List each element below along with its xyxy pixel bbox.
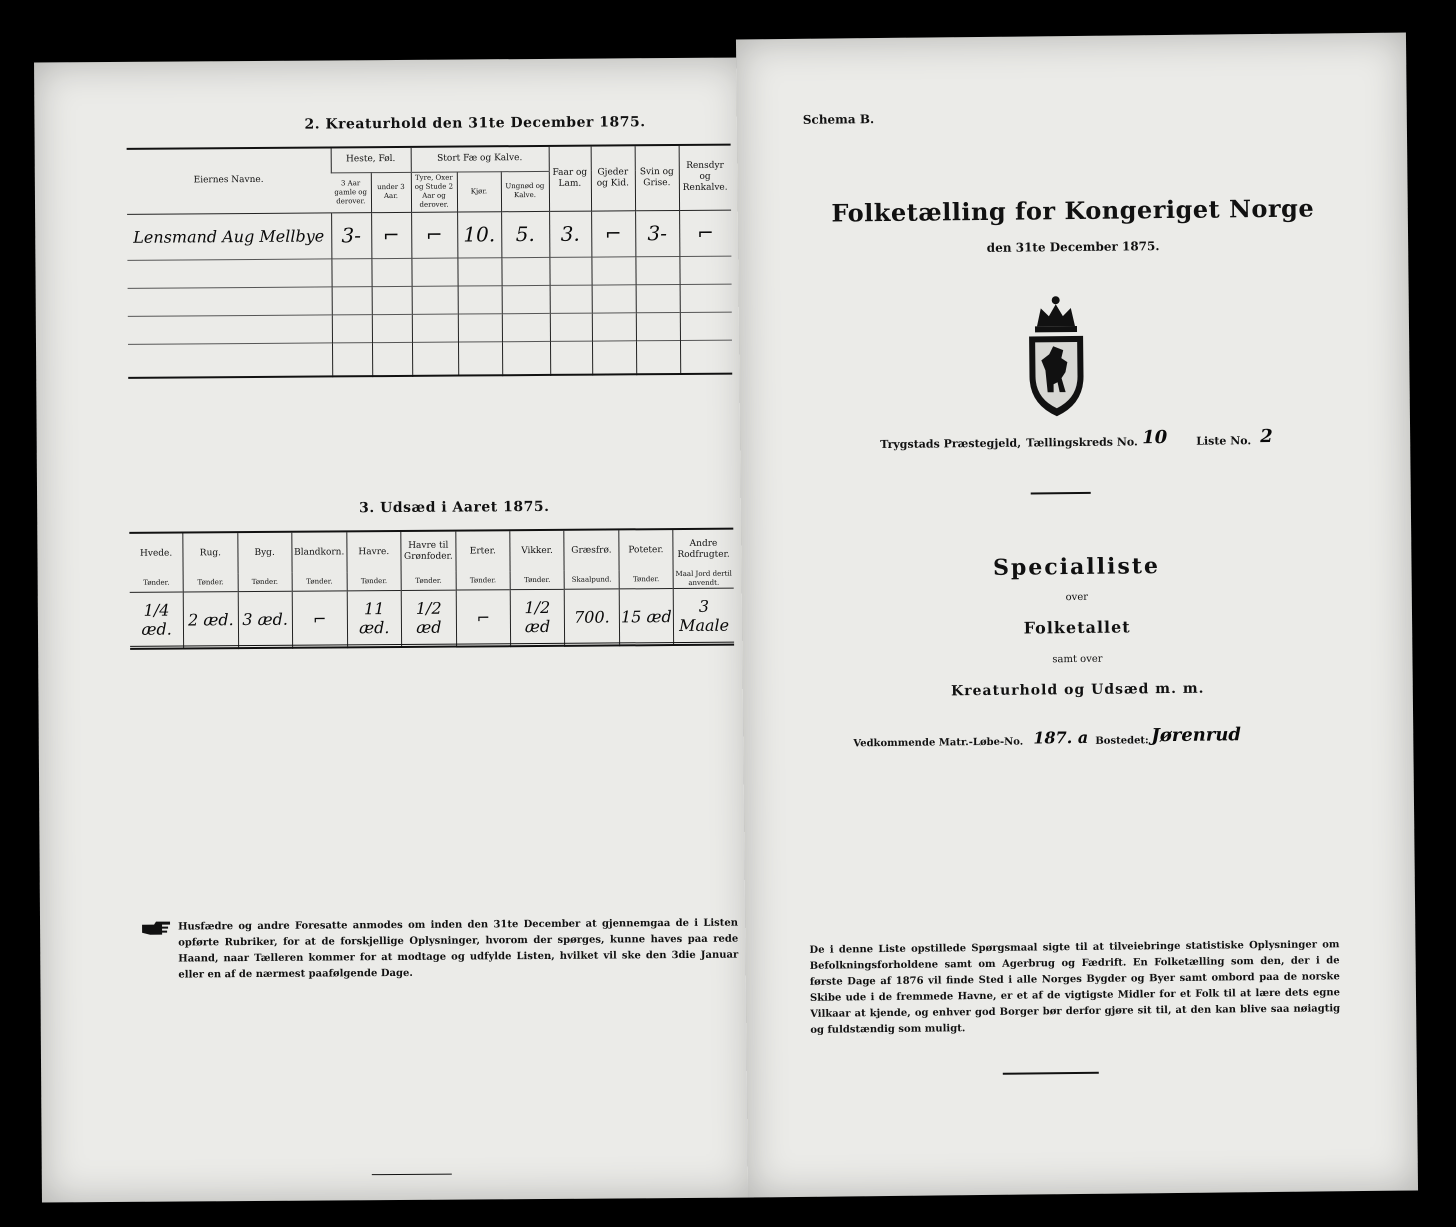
table-row — [128, 340, 732, 378]
district-label: Tællingskreds No. — [1026, 435, 1138, 450]
pointing-hand-icon — [140, 920, 174, 938]
sowing-value: 11 æd. — [347, 590, 402, 646]
sowing-title: 3. Udsæd i Aaret 1875. — [359, 498, 550, 517]
col-tyre: Tyre, Oxer og Stude 2 Aar og derover. — [411, 172, 457, 212]
table-row — [128, 312, 732, 344]
sowing-unit: Maal Jord dertil anvendt. — [673, 570, 733, 589]
left-page — [34, 58, 754, 1203]
parish: Trygstads Præstegjeld, — [880, 436, 1022, 452]
sowing-unit: Tønder. — [183, 573, 237, 592]
sowing-unit: Tønder. — [619, 570, 674, 589]
group-fae: Stort Fæ og Kalve. — [411, 147, 549, 172]
right-page — [736, 33, 1418, 1198]
group-heste: Heste, Føl. — [331, 148, 411, 173]
sowing-table — [129, 530, 734, 650]
district-number: 10 — [1142, 427, 1168, 449]
sowing-header: Vikker. — [510, 531, 565, 571]
sowing-value: 3 Maale — [673, 588, 734, 644]
matr-value: 187. a — [1033, 727, 1089, 748]
col-kjor: Kjør. — [457, 171, 501, 211]
sowing-header: Blandkorn. — [292, 532, 347, 572]
bosted-value: Jørenrud — [1151, 724, 1242, 747]
sowing-value: 700. — [564, 589, 619, 645]
schema-label: Schema B. — [802, 112, 875, 127]
sowing-header: Andre Rodfrugter. — [673, 530, 734, 570]
kreaturhold-heading: Kreaturhold og Udsæd m. m. — [950, 680, 1205, 700]
sowing-header: Erter. — [456, 531, 510, 571]
rule — [1003, 1072, 1099, 1075]
over-text: over — [1065, 591, 1089, 604]
norway-coat-of-arms-icon — [1021, 292, 1092, 423]
sowing-unit: Skaalpund. — [564, 570, 619, 589]
samt-over-text: samt over — [1052, 653, 1103, 666]
livestock-title: 2. Kreaturhold den 31te December 1875. — [304, 114, 646, 133]
value-faar: 3. — [549, 211, 591, 257]
sowing-unit: Tønder. — [401, 572, 456, 591]
sowing-unit: Tønder. — [456, 571, 510, 590]
sowing-value: ⌐ — [292, 591, 347, 647]
sowing-unit: Tønder. — [238, 573, 292, 592]
sowing-unit: Tønder. — [292, 572, 347, 591]
sowing-header: Poteter. — [619, 530, 674, 570]
col-faar: Faar og Lam. — [549, 147, 591, 211]
col-rensdyr: Rensdyr og Renkalve. — [679, 146, 731, 210]
sowing-value: 3 æd. — [238, 591, 293, 647]
value-rensdyr: ⌐ — [679, 210, 731, 256]
information-note: De i denne Liste opstillede Spørgsmaal sigte til at tilveiebringe statistiske Oplysninger om Befolkningsforholdene samt om Agerbrug og Fædrift. En Folketælling som den, der i de første Dage af 1876 vil finde Sted i alle Norges Bygder og Byer samt ombord paa de norske Skibe ude i de fremmede Havne, er et af de vigtigste Midler for et Folk til at lære dets egne Vilkaar at kjende, og enhver god Borger bør derfor gjøre sit til, at den kan blive saa nøiagtig og fuldstændig som muligt. — [809, 939, 1341, 1036]
table-row — [130, 588, 734, 648]
value-gjeder: ⌐ — [591, 210, 635, 256]
col-gjeder: Gjeder og Kid. — [591, 146, 635, 210]
sowing-value: 1/2 æd — [401, 590, 456, 646]
sowing-unit: Tønder. — [143, 578, 170, 587]
sowing-value: ⌐ — [456, 590, 511, 646]
col-svin: Svin og Grise. — [635, 146, 679, 210]
value-tyre: ⌐ — [411, 212, 457, 258]
table-row — [127, 256, 731, 288]
sowing-value: 1/4 æd. — [141, 600, 172, 640]
matr-label: Vedkommende Matr.-Løbe-No. — [853, 736, 1024, 750]
sowing-value: 1/2 æd — [510, 589, 565, 645]
col-heste-under: under 3 Aar. — [371, 172, 411, 212]
sowing-unit: Tønder. — [347, 572, 401, 591]
sowing-value: 15 æd — [619, 589, 674, 645]
rule — [1031, 492, 1091, 495]
census-date: den 31te December 1875. — [986, 239, 1160, 255]
bosted-label: Bostedet: — [1095, 735, 1149, 747]
table-row — [128, 284, 732, 316]
specialliste-heading: Specialliste — [992, 553, 1161, 581]
sowing-header: Græsfrø. — [564, 530, 619, 570]
list-label: Liste No. — [1196, 434, 1252, 448]
table-row — [127, 210, 731, 260]
sowing-value: 2 æd. — [184, 592, 239, 648]
page-title: Folketælling for Kongeriget Norge — [831, 193, 1315, 228]
owner-header: Eiernes Navne. — [193, 175, 264, 186]
sowing-header: Byg. — [237, 533, 292, 573]
value-kjor: 10. — [457, 211, 501, 257]
owner-name: Lensmand Aug Mellbye — [133, 225, 325, 247]
value-svin: 3- — [635, 210, 679, 256]
list-number: 2 — [1260, 425, 1273, 448]
sowing-header: Rug. — [183, 533, 238, 573]
sowing-header: Havre til Grønfoder. — [401, 532, 456, 572]
col-heste-gamle: 3 Aar gamle og derover. — [334, 178, 368, 205]
livestock-table — [127, 146, 733, 379]
footnote: Husfædre og andre Foresatte anmodes om inden den 31te December at gjennemgaa de i Listen opførte Rubriker, for at de forskjellige Oplysninger, hvorom der spørges, kunne haves paa rede Haand, naar Tælleren kommer for at modtage og udfylde Listen, hvilket vil ske den 3die Januar eller en af de nærmest paafølgende Dage. — [178, 917, 739, 981]
value-ungnod: 5. — [501, 211, 549, 257]
col-ungnod: Ungnød og Kalve. — [501, 171, 549, 211]
rule — [372, 1174, 452, 1176]
sowing-header: Havre. — [347, 532, 402, 572]
value-heste-under: ⌐ — [371, 212, 411, 258]
sowing-header: Hvede. — [139, 548, 173, 559]
sowing-unit: Tønder. — [510, 571, 564, 590]
folketallet-heading: Folketallet — [1023, 617, 1131, 638]
value-heste-gamle: 3- — [331, 212, 371, 258]
